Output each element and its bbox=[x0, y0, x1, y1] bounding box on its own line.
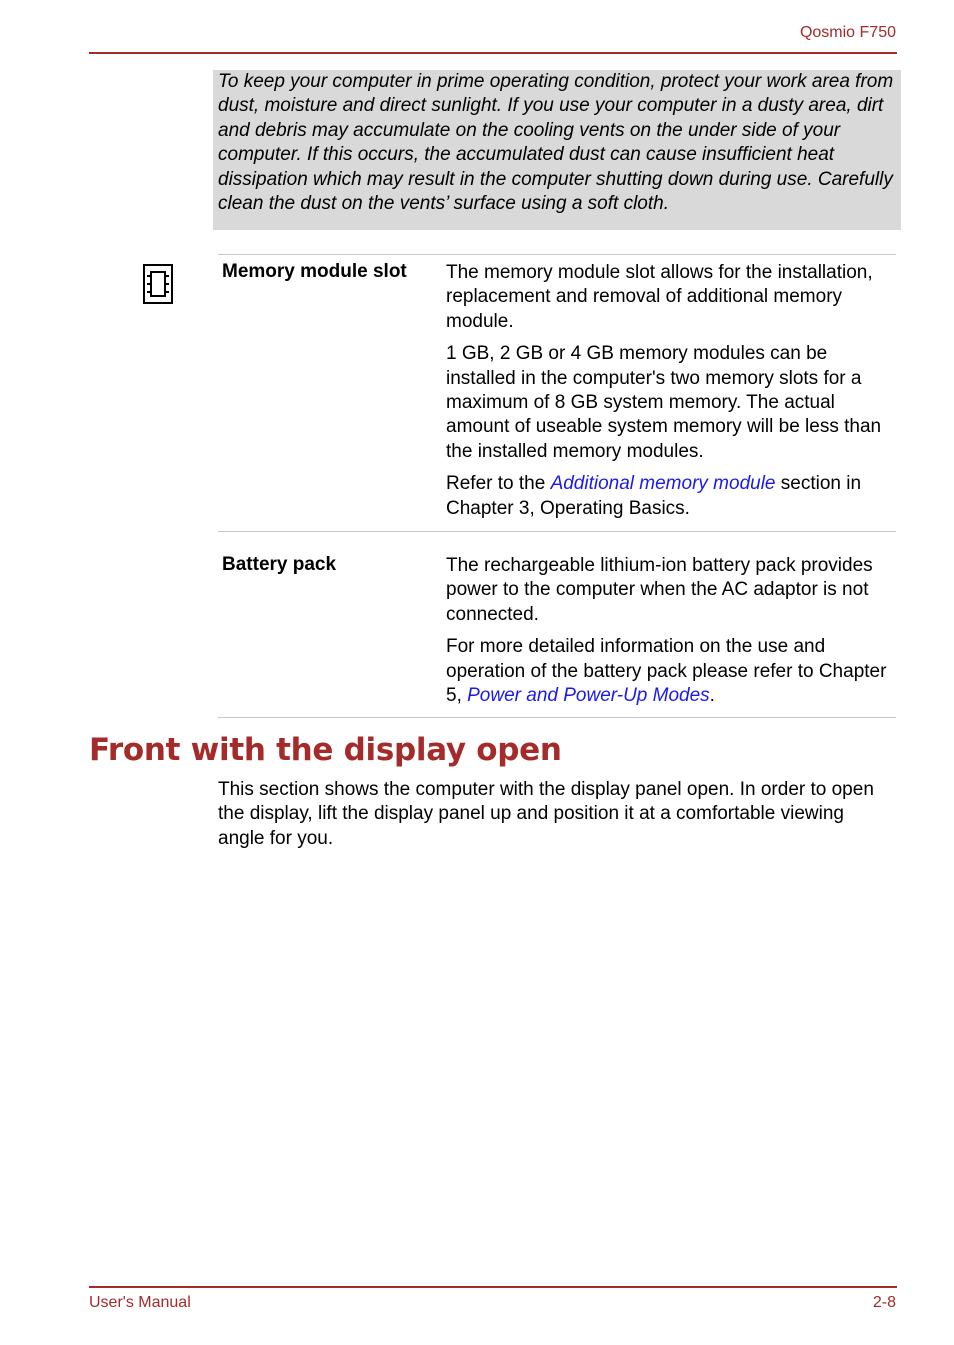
header-divider bbox=[89, 52, 897, 54]
power-and-power-up-modes-link[interactable]: Power and Power-Up Modes bbox=[467, 685, 710, 707]
paragraph bbox=[446, 472, 894, 521]
section-heading: Front with the display open bbox=[89, 732, 562, 768]
caution-note bbox=[213, 70, 901, 230]
table-row-battery-pack bbox=[218, 531, 896, 717]
row-description bbox=[446, 554, 894, 708]
header-title: Qosmio F750 bbox=[799, 24, 896, 41]
text: . bbox=[709, 685, 715, 707]
table-row-memory-module-slot bbox=[218, 254, 896, 531]
text: Refer to the bbox=[446, 473, 551, 495]
text: For more detailed information on the use and operation of the battery pack please refer to Chapter 5, bbox=[446, 636, 887, 707]
components-table bbox=[218, 254, 896, 718]
paragraph: 1 GB, 2 GB or 4 GB memory modules can be installed in the computer's two memory slots for a maximum of 8 GB system memory. The actual amount of useable system memory will be less than the installed memory modules. bbox=[446, 343, 882, 462]
additional-memory-module-link[interactable]: Additional memory module bbox=[550, 473, 776, 495]
section-body: This section shows the computer with the display panel open. In order to open the display, lift the display panel up and position it at a comfortable viewing angle for you. bbox=[218, 779, 874, 849]
paragraph bbox=[446, 635, 894, 708]
memory-chip-icon bbox=[141, 263, 175, 305]
footer-divider bbox=[89, 1286, 897, 1288]
row-description bbox=[446, 261, 894, 521]
caution-note-text: To keep your computer in prime operating condition, protect your work area from dust, moisture and direct sunlight. If you use your computer in a dusty area, dirt and debris may accumulate on the cooling vents on the under side of your computer. If this occurs, the accumulated dust can cause insufficient heat dissipation which may result in the computer shutting down during use. Carefully clean the dust on the vents’ surface using a soft cloth. bbox=[218, 71, 894, 215]
paragraph: The rechargeable lithium-ion battery pack provides power to the computer when the AC adaptor is not connected. bbox=[446, 555, 873, 625]
row-label: Battery pack bbox=[222, 554, 337, 576]
page-number: 2-8 bbox=[872, 1294, 896, 1311]
footer-manual-title: User's Manual bbox=[89, 1294, 191, 1311]
text: section in Chapter 3, Operating Basics. bbox=[446, 473, 862, 519]
paragraph: The memory module slot allows for the installation, replacement and removal of additional memory module. bbox=[446, 262, 873, 332]
row-label: Memory module slot bbox=[222, 261, 407, 282]
